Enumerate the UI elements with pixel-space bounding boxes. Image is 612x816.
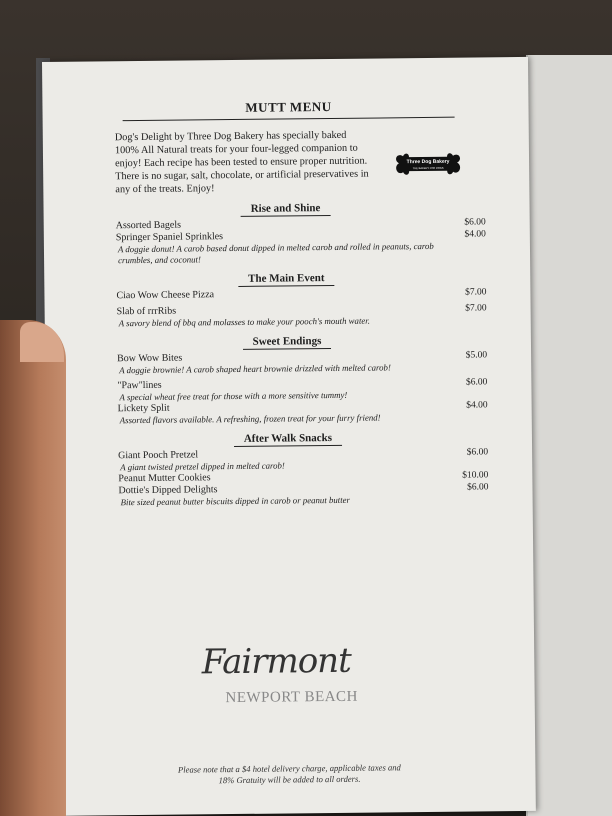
logo-text: Three Dog Bakery [406,158,450,166]
logo-subtext: THE BAKERY FOR DOGS [412,166,444,171]
item-price: $6.00 [467,482,489,493]
item-price: $5.00 [465,350,488,361]
item-price: $6.00 [465,377,488,388]
item-name: Peanut Mutter Cookies [118,472,211,485]
item-price: $7.00 [465,303,487,314]
item-description: A giant twisted pretzel dipped in melted carob! [120,460,285,473]
item-name: Bow Wow Bites [117,352,183,365]
item-price: $4.00 [464,229,486,240]
location-name: NEWPORT BEACH [225,688,358,707]
item-description: A savory blend of bbq and molasses to make your pooch's mouth water. [118,315,370,329]
item-name: Giant Pooch Pretzel [118,449,199,462]
item-name: "Paw"lines [117,379,162,392]
item-price: $6.00 [466,447,489,458]
three-dog-bakery-logo [395,150,461,181]
delivery-note: Please note that a $4 hotel delivery charge, applicable taxes and 18% Gratuity will be added to all orders. [177,762,401,786]
menu-page [42,57,536,816]
item-name: Slab of rrrRibs [116,305,177,318]
thumb [0,320,66,816]
item-description: A doggie donut! A carob based donut dipped in melted carob and rolled in peanuts, carob crumbles, and coconut! [117,240,434,266]
menu-intro: Dog's Delight by Three Dog Bakery has specially baked 100% All Natural treats for your four-legged companion to enjoy! Each recipe has been tested to ensure proper nutrition. There is no sugar, salt, chocolate, or artificial preservatives in any of the treats. Enjoy! [114,129,369,196]
item-price: $4.00 [466,400,488,411]
section-heading-sweet-endings: Sweet Endings [117,334,457,350]
menu-item [116,303,487,330]
facing-page [526,55,612,816]
item-price: $6.00 [464,217,486,228]
section-heading-rise-and-shine: Rise and Shine [115,201,455,217]
menu-item [117,350,488,377]
menu-item [117,400,488,427]
menu-item [115,229,486,267]
item-price: $7.00 [465,287,487,298]
section-heading-after-walk-snacks: After Walk Snacks [118,431,458,447]
item-description: A doggie brownie! A carob shaped heart brownie drizzled with melted carob! [119,362,391,376]
menu-item [118,482,489,509]
menu-content [114,98,489,509]
fairmont-logo: Fairmont [201,640,351,683]
item-name: Ciao Wow Cheese Pizza [116,289,215,302]
item-description: Bite sized peanut butter biscuits dipped in carob or peanut butter [120,494,351,508]
section-heading-main-event: The Main Event [116,271,456,287]
item-description: A special wheat free treat for those with a more sensitive tummy! [119,389,348,403]
menu-title: MUTT MENU [122,98,454,121]
item-name: Springer Spaniel Sprinkles [115,231,224,244]
item-name: Assorted Bagels [115,219,182,232]
item-name: Dottie's Dipped Delights [118,484,218,497]
item-name: Lickety Split [117,402,170,415]
item-price: $10.00 [462,470,489,481]
item-description: Assorted flavors available. A refreshing, frozen treat for your furry friend! [119,412,381,426]
